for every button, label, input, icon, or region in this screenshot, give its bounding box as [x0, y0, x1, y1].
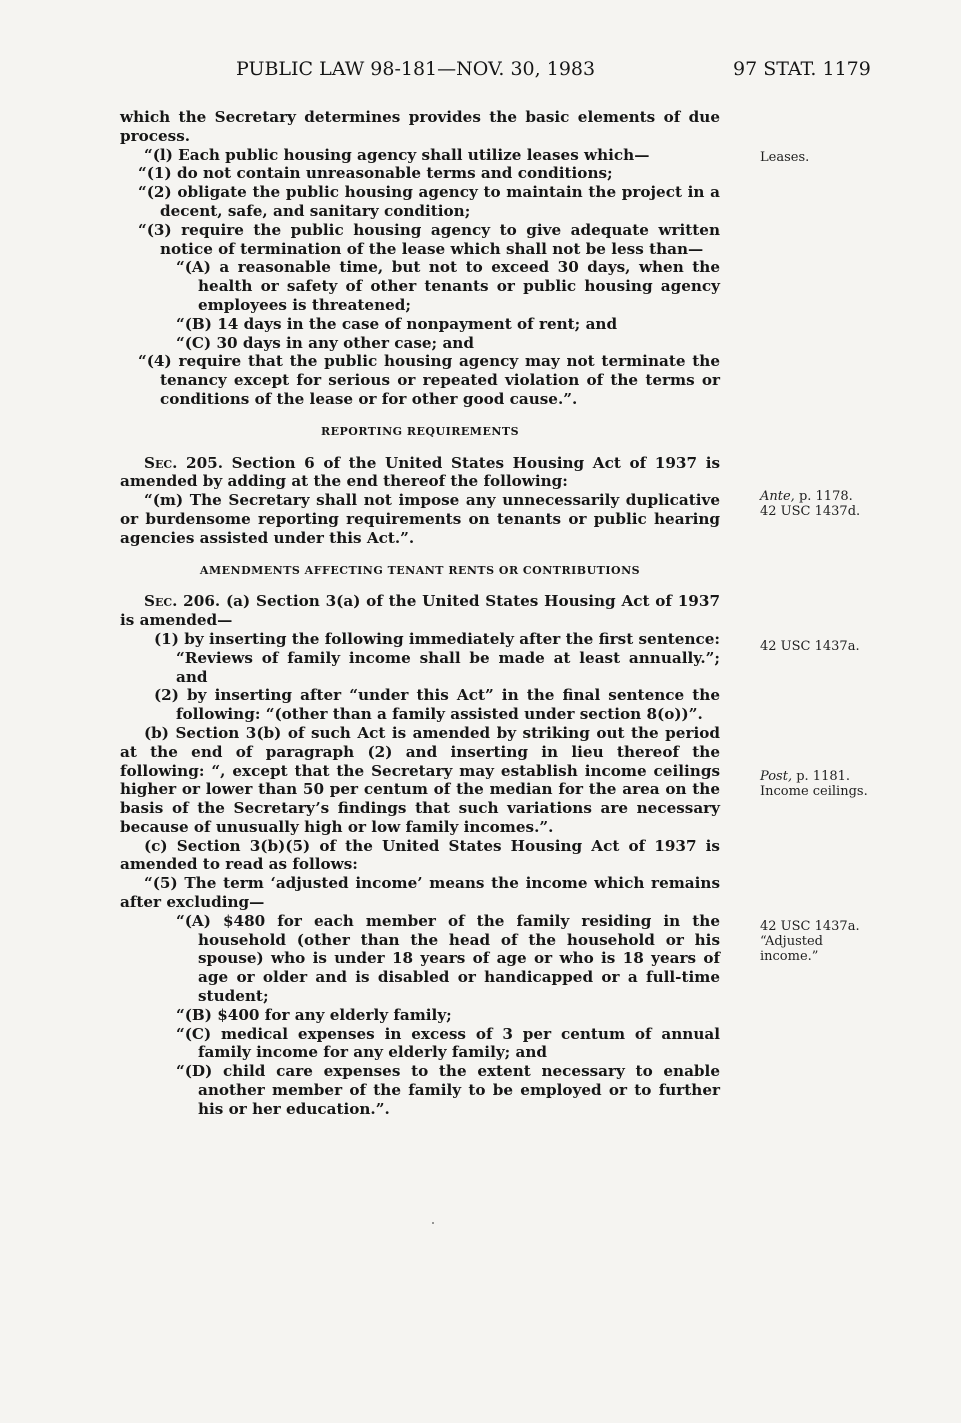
clause-1: “(1) do not contain unreasonable terms and conditions;	[138, 164, 613, 183]
margin-note-text: p. 1181.	[792, 769, 851, 784]
margin-note-text: 42 USC 1437d.	[760, 504, 861, 519]
statute-page-number: 97 STAT. 1179	[733, 58, 871, 80]
margin-note-text: p. 1178.	[794, 489, 853, 504]
exclusion-a: “(A) $480 for each member of the family residing in the household (other than the head of the household or his spouse) who is under 18 years of age or who is 18 years of age or older and is disabled or handicapped or a full-time student;	[176, 911, 720, 1006]
paragraph-leases-intro: “(l) Each public housing agency shall utilize leases which—	[144, 145, 650, 164]
margin-note-ante	[760, 489, 900, 519]
margin-note-text: Leases.	[760, 150, 810, 165]
clause-3a: “(A) a reasonable time, but not to exceed 30 days, when the health or safety of other tenants or public housing agency employees is threatened;	[176, 258, 720, 314]
clause-3b: “(B) 14 days in the case of nonpayment of rent; and	[176, 314, 618, 333]
clause-3: “(3) require the public housing agency to give adequate written notice of termination of the lease which shall not be less than—	[138, 220, 720, 258]
adjusted-income-definition: “(5) The term ‘adjusted income’ means the income which remains after excluding—	[120, 874, 720, 912]
margin-note-1437a	[760, 639, 900, 654]
section-text: Section 6 of the United States Housing Act of 1937 is amended by adding at the end thereof the following:	[120, 453, 721, 491]
exclusion-d: “(D) child care expenses to the extent necessary to enable another member of the family to be employed or to further his or her education.”.	[176, 1062, 720, 1118]
clause-3c: “(C) 30 days in any other case; and	[176, 333, 474, 352]
exclusion-b: “(B) $400 for any elderly family;	[176, 1005, 452, 1024]
paragraph-due-process: which the Secretary determines provides the basic elements of due process.	[120, 108, 720, 145]
section-heading-amendments: AMENDMENTS AFFECTING TENANT RENTS OR CONTRIBUTIONS	[199, 563, 641, 577]
margin-note-italic: Ante,	[760, 489, 795, 504]
subsection-b: (b) Section 3(b) of such Act is amended by striking out the period at the end of paragraph (2) and inserting in lieu thereof the following: “, except that the Secretary may establish income ceilings higher or lower than 50 per centum of the median for the area on the basis of the Secretary’s findings that such variations are necessary because of unusually high or low family incomes.”.	[120, 723, 720, 836]
law-title: PUBLIC LAW 98-181—NOV. 30, 1983	[236, 58, 596, 80]
clause-2: “(2) obligate the public housing agency to maintain the project in a decent, safe, and sanitary condition;	[138, 183, 720, 220]
margin-note-leases	[760, 150, 900, 165]
subsection-c: (c) Section 3(b)(5) of the United States Housing Act of 1937 is amended to read as follows:	[120, 836, 720, 874]
margin-note-post	[760, 769, 900, 799]
margin-note-text: 42 USC 1437a.	[760, 919, 860, 934]
margin-note-text: Income ceilings.	[760, 784, 868, 799]
section-heading-reporting: REPORTING REQUIREMENTS	[320, 424, 520, 438]
margin-note-text: 42 USC 1437a.	[760, 639, 860, 654]
section-text: (a) Section 3(a) of the United States Housing Act of 1937 is amended—	[120, 592, 721, 630]
amendment-2: (2) by inserting after “under this Act” in the final sentence the following: “(other than a family assisted under section 8(o))”.	[154, 686, 720, 724]
page-mark	[432, 1222, 434, 1224]
amendment-1: (1) by inserting the following immediately after the first sentence: “Reviews of family income shall be made at least annually.”; and	[154, 629, 720, 686]
section-205	[120, 454, 720, 492]
margin-note-italic: Post,	[760, 769, 793, 784]
page-header	[0, 58, 961, 88]
clause-4: “(4) require that the public housing agency may not terminate the tenancy except for serious or repeated violation of the terms or conditions of the lease or for other good cause.”.	[138, 352, 720, 408]
margin-note-adjusted-income	[760, 919, 900, 964]
margin-note-text: “Adjusted	[760, 934, 823, 949]
exclusion-c: “(C) medical expenses in excess of 3 per centum of annual family income for any elderly family; and	[176, 1024, 720, 1062]
margin-note-text: income.”	[760, 949, 819, 964]
section-label: Sec. 205.	[144, 453, 224, 472]
section-label: Sec. 206.	[144, 592, 221, 611]
paragraph-m: “(m) The Secretary shall not impose any unnecessarily duplicative or burdensome reporting requirements on tenants or public hearing agencies assisted under this Act.”.	[120, 491, 720, 547]
statute-body	[120, 108, 720, 1119]
section-206	[120, 592, 720, 630]
